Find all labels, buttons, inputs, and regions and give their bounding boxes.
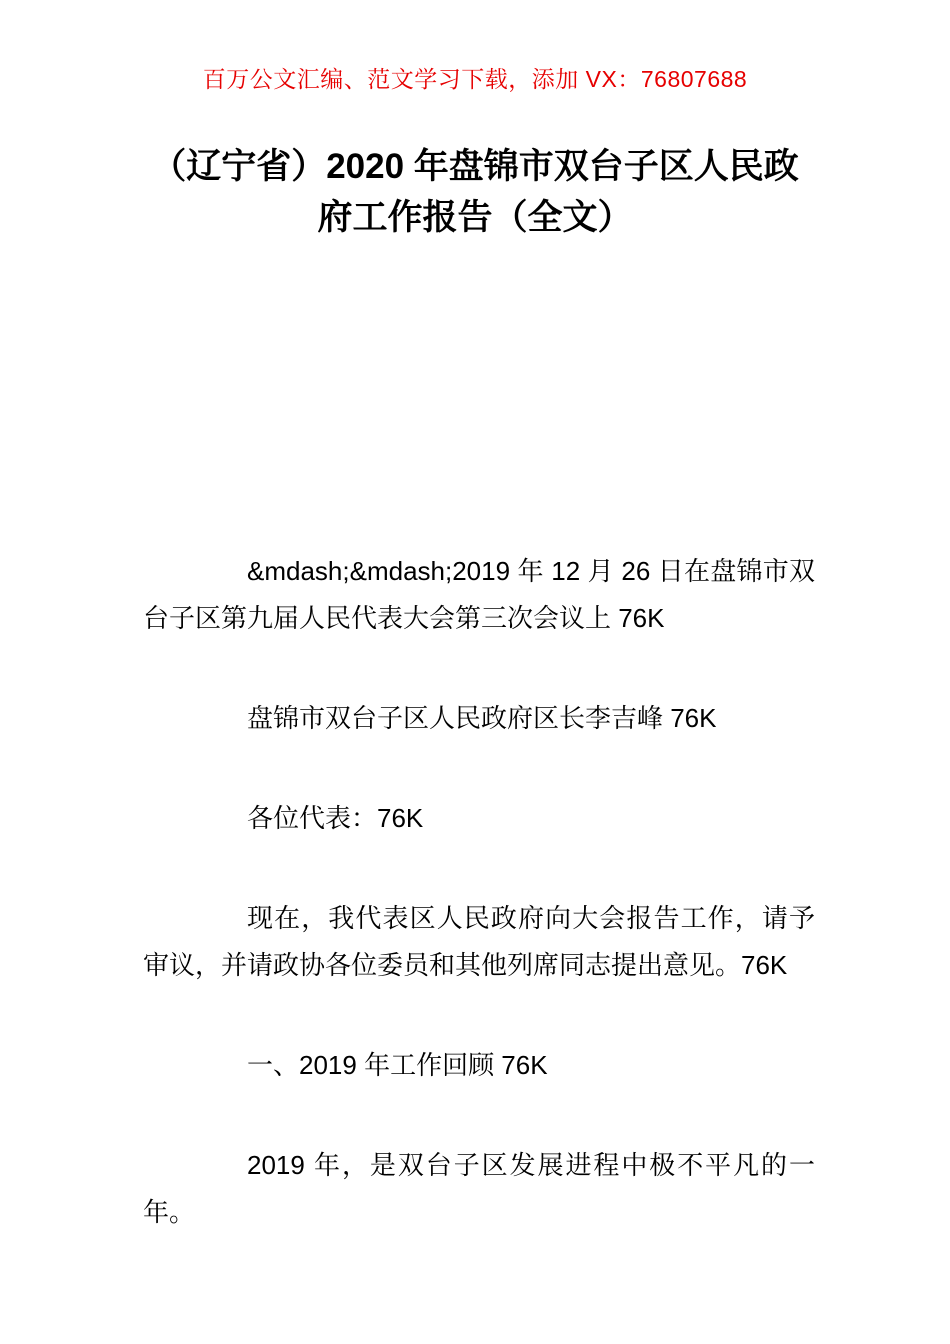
- body-paragraph: 现在，我代表区人民政府向大会报告工作，请予审议，并请政协各位委员和其他列席同志提出意见。76K: [143, 903, 815, 980]
- body-paragraph: 一、2019 年工作回顾 76K: [247, 1050, 548, 1080]
- body-paragraph: 盘锦市双台子区人民政府区长李吉峰 76K: [247, 703, 717, 733]
- document-title: （辽宁省）2020 年盘锦市双台子区人民政府工作报告（全文）: [151, 147, 799, 237]
- body-paragraph: 各位代表：76K: [247, 803, 424, 833]
- promo-banner: 百万公文汇编、范文学习下载，添加 VX：76807688: [202, 66, 748, 92]
- body-paragraph: &mdash;&mdash;2019 年 12 月 26 日在盘锦市双台子区第九届人民代表大会第三次会议上 76K: [143, 556, 815, 633]
- document-body: [143, 548, 815, 1289]
- body-paragraph: 2019 年，是双台子区发展进程中极不平凡的一年。: [143, 1150, 815, 1227]
